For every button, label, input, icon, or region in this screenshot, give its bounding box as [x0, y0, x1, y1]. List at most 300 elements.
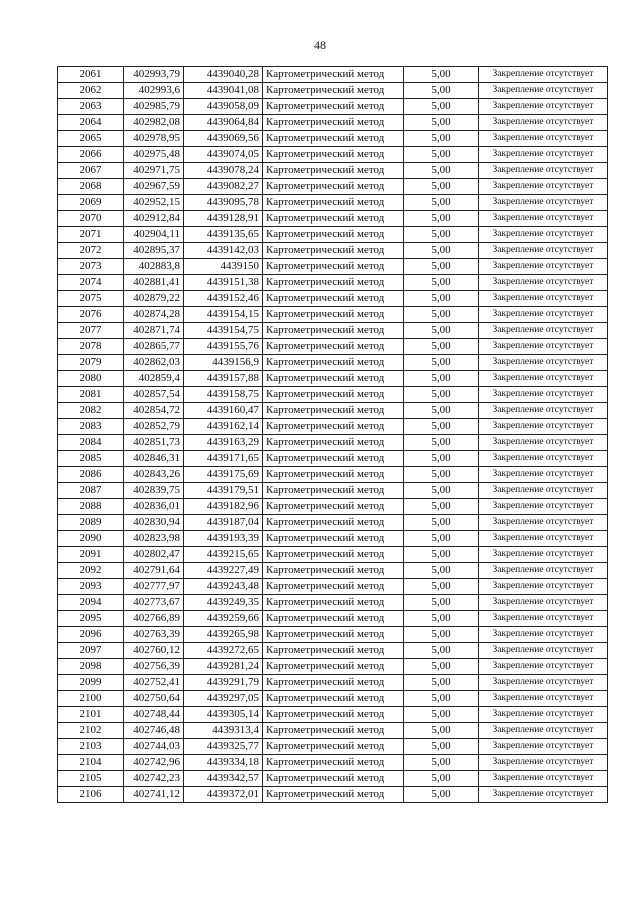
accuracy-cell: 5,00 [404, 291, 479, 307]
point-number-cell: 2075 [58, 291, 124, 307]
table-row [58, 355, 608, 371]
point-number-cell: 2087 [58, 483, 124, 499]
point-number-cell: 2096 [58, 627, 124, 643]
fixing-cell: Закрепление отсутствует [479, 435, 608, 451]
fixing-cell: Закрепление отсутствует [479, 499, 608, 515]
x-coordinate-cell: 402742,96 [124, 755, 184, 771]
point-number-cell: 2080 [58, 371, 124, 387]
method-cell: Картометрический метод [263, 419, 404, 435]
table-row [58, 307, 608, 323]
method-cell: Картометрический метод [263, 387, 404, 403]
fixing-cell: Закрепление отсутствует [479, 707, 608, 723]
accuracy-cell: 5,00 [404, 99, 479, 115]
y-coordinate-cell: 4439157,88 [184, 371, 263, 387]
method-cell: Картометрический метод [263, 179, 404, 195]
method-cell: Картометрический метод [263, 195, 404, 211]
accuracy-cell: 5,00 [404, 499, 479, 515]
x-coordinate-cell: 402846,31 [124, 451, 184, 467]
y-coordinate-cell: 4439372,01 [184, 787, 263, 803]
fixing-cell: Закрепление отсутствует [479, 627, 608, 643]
x-coordinate-cell: 402865,77 [124, 339, 184, 355]
table-row [58, 467, 608, 483]
table-row [58, 435, 608, 451]
method-cell: Картометрический метод [263, 483, 404, 499]
x-coordinate-cell: 402744,03 [124, 739, 184, 755]
point-number-cell: 2062 [58, 83, 124, 99]
method-cell: Картометрический метод [263, 211, 404, 227]
x-coordinate-cell: 402802,47 [124, 547, 184, 563]
accuracy-cell: 5,00 [404, 787, 479, 803]
y-coordinate-cell: 4439142,03 [184, 243, 263, 259]
table-row [58, 579, 608, 595]
method-cell: Картометрический метод [263, 291, 404, 307]
point-number-cell: 2100 [58, 691, 124, 707]
table-row [58, 323, 608, 339]
x-coordinate-cell: 402752,41 [124, 675, 184, 691]
fixing-cell: Закрепление отсутствует [479, 131, 608, 147]
y-coordinate-cell: 4439182,96 [184, 499, 263, 515]
fixing-cell: Закрепление отсутствует [479, 227, 608, 243]
fixing-cell: Закрепление отсутствует [479, 579, 608, 595]
fixing-cell: Закрепление отсутствует [479, 467, 608, 483]
accuracy-cell: 5,00 [404, 435, 479, 451]
accuracy-cell: 5,00 [404, 739, 479, 755]
x-coordinate-cell: 402741,12 [124, 787, 184, 803]
point-number-cell: 2098 [58, 659, 124, 675]
method-cell: Картометрический метод [263, 691, 404, 707]
y-coordinate-cell: 4439074,05 [184, 147, 263, 163]
accuracy-cell: 5,00 [404, 387, 479, 403]
x-coordinate-cell: 402975,48 [124, 147, 184, 163]
method-cell: Картометрический метод [263, 787, 404, 803]
y-coordinate-cell: 4439041,08 [184, 83, 263, 99]
y-coordinate-cell: 4439243,48 [184, 579, 263, 595]
y-coordinate-cell: 4439187,04 [184, 515, 263, 531]
accuracy-cell: 5,00 [404, 563, 479, 579]
x-coordinate-cell: 402766,89 [124, 611, 184, 627]
y-coordinate-cell: 4439158,75 [184, 387, 263, 403]
point-number-cell: 2073 [58, 259, 124, 275]
x-coordinate-cell: 402777,97 [124, 579, 184, 595]
point-number-cell: 2079 [58, 355, 124, 371]
fixing-cell: Закрепление отсутствует [479, 115, 608, 131]
point-number-cell: 2069 [58, 195, 124, 211]
x-coordinate-cell: 402993,6 [124, 83, 184, 99]
accuracy-cell: 5,00 [404, 275, 479, 291]
method-cell: Картометрический метод [263, 243, 404, 259]
accuracy-cell: 5,00 [404, 403, 479, 419]
y-coordinate-cell: 4439058,09 [184, 99, 263, 115]
accuracy-cell: 5,00 [404, 339, 479, 355]
table-row [58, 787, 608, 803]
table-row [58, 643, 608, 659]
table-row [58, 707, 608, 723]
fixing-cell: Закрепление отсутствует [479, 483, 608, 499]
fixing-cell: Закрепление отсутствует [479, 195, 608, 211]
accuracy-cell: 5,00 [404, 323, 479, 339]
accuracy-cell: 5,00 [404, 627, 479, 643]
y-coordinate-cell: 4439281,24 [184, 659, 263, 675]
y-coordinate-cell: 4439291,79 [184, 675, 263, 691]
fixing-cell: Закрепление отсутствует [479, 723, 608, 739]
table-row [58, 67, 608, 83]
method-cell: Картометрический метод [263, 755, 404, 771]
point-number-cell: 2065 [58, 131, 124, 147]
accuracy-cell: 5,00 [404, 451, 479, 467]
table-row [58, 563, 608, 579]
y-coordinate-cell: 4439155,76 [184, 339, 263, 355]
point-number-cell: 2085 [58, 451, 124, 467]
table-row [58, 259, 608, 275]
y-coordinate-cell: 4439095,78 [184, 195, 263, 211]
table-row [58, 291, 608, 307]
y-coordinate-cell: 4439227,49 [184, 563, 263, 579]
point-number-cell: 2095 [58, 611, 124, 627]
y-coordinate-cell: 4439069,56 [184, 131, 263, 147]
accuracy-cell: 5,00 [404, 355, 479, 371]
accuracy-cell: 5,00 [404, 531, 479, 547]
x-coordinate-cell: 402904,11 [124, 227, 184, 243]
table-row [58, 595, 608, 611]
method-cell: Картометрический метод [263, 499, 404, 515]
table-row [58, 163, 608, 179]
point-number-cell: 2102 [58, 723, 124, 739]
method-cell: Картометрический метод [263, 659, 404, 675]
method-cell: Картометрический метод [263, 323, 404, 339]
x-coordinate-cell: 402993,79 [124, 67, 184, 83]
point-number-cell: 2066 [58, 147, 124, 163]
method-cell: Картометрический метод [263, 275, 404, 291]
x-coordinate-cell: 402746,48 [124, 723, 184, 739]
method-cell: Картометрический метод [263, 83, 404, 99]
y-coordinate-cell: 4439128,91 [184, 211, 263, 227]
x-coordinate-cell: 402881,41 [124, 275, 184, 291]
x-coordinate-cell: 402763,39 [124, 627, 184, 643]
x-coordinate-cell: 402967,59 [124, 179, 184, 195]
x-coordinate-cell: 402862,03 [124, 355, 184, 371]
table-row [58, 179, 608, 195]
fixing-cell: Закрепление отсутствует [479, 211, 608, 227]
y-coordinate-cell: 4439150 [184, 259, 263, 275]
x-coordinate-cell: 402843,26 [124, 467, 184, 483]
accuracy-cell: 5,00 [404, 83, 479, 99]
x-coordinate-cell: 402985,79 [124, 99, 184, 115]
point-number-cell: 2061 [58, 67, 124, 83]
y-coordinate-cell: 4439265,98 [184, 627, 263, 643]
method-cell: Картометрический метод [263, 515, 404, 531]
table-row [58, 531, 608, 547]
table-row [58, 419, 608, 435]
accuracy-cell: 5,00 [404, 227, 479, 243]
y-coordinate-cell: 4439135,65 [184, 227, 263, 243]
method-cell: Картометрический метод [263, 147, 404, 163]
fixing-cell: Закрепление отсутствует [479, 691, 608, 707]
table-row [58, 131, 608, 147]
point-number-cell: 2076 [58, 307, 124, 323]
point-number-cell: 2084 [58, 435, 124, 451]
point-number-cell: 2089 [58, 515, 124, 531]
y-coordinate-cell: 4439193,39 [184, 531, 263, 547]
point-number-cell: 2078 [58, 339, 124, 355]
point-number-cell: 2101 [58, 707, 124, 723]
method-cell: Картометрический метод [263, 227, 404, 243]
method-cell: Картометрический метод [263, 531, 404, 547]
method-cell: Картометрический метод [263, 99, 404, 115]
y-coordinate-cell: 4439152,46 [184, 291, 263, 307]
fixing-cell: Закрепление отсутствует [479, 83, 608, 99]
fixing-cell: Закрепление отсутствует [479, 179, 608, 195]
table-row [58, 147, 608, 163]
fixing-cell: Закрепление отсутствует [479, 403, 608, 419]
x-coordinate-cell: 402912,84 [124, 211, 184, 227]
coordinates-table-body [58, 67, 608, 803]
fixing-cell: Закрепление отсутствует [479, 451, 608, 467]
fixing-cell: Закрепление отсутствует [479, 387, 608, 403]
y-coordinate-cell: 4439305,14 [184, 707, 263, 723]
table-row [58, 771, 608, 787]
x-coordinate-cell: 402883,8 [124, 259, 184, 275]
y-coordinate-cell: 4439179,51 [184, 483, 263, 499]
method-cell: Картометрический метод [263, 707, 404, 723]
fixing-cell: Закрепление отсутствует [479, 371, 608, 387]
x-coordinate-cell: 402982,08 [124, 115, 184, 131]
x-coordinate-cell: 402830,94 [124, 515, 184, 531]
fixing-cell: Закрепление отсутствует [479, 547, 608, 563]
x-coordinate-cell: 402823,98 [124, 531, 184, 547]
y-coordinate-cell: 4439175,69 [184, 467, 263, 483]
method-cell: Картометрический метод [263, 739, 404, 755]
table-row [58, 483, 608, 499]
fixing-cell: Закрепление отсутствует [479, 755, 608, 771]
y-coordinate-cell: 4439259,66 [184, 611, 263, 627]
table-row [58, 451, 608, 467]
fixing-cell: Закрепление отсутствует [479, 739, 608, 755]
x-coordinate-cell: 402971,75 [124, 163, 184, 179]
x-coordinate-cell: 402836,01 [124, 499, 184, 515]
table-row [58, 627, 608, 643]
fixing-cell: Закрепление отсутствует [479, 243, 608, 259]
method-cell: Картометрический метод [263, 163, 404, 179]
table-row [58, 115, 608, 131]
point-number-cell: 2081 [58, 387, 124, 403]
method-cell: Картометрический метод [263, 355, 404, 371]
table-row [58, 403, 608, 419]
method-cell: Картометрический метод [263, 611, 404, 627]
y-coordinate-cell: 4439078,24 [184, 163, 263, 179]
table-row [58, 691, 608, 707]
table-row [58, 499, 608, 515]
fixing-cell: Закрепление отсутствует [479, 611, 608, 627]
method-cell: Картометрический метод [263, 403, 404, 419]
point-number-cell: 2067 [58, 163, 124, 179]
accuracy-cell: 5,00 [404, 579, 479, 595]
accuracy-cell: 5,00 [404, 659, 479, 675]
y-coordinate-cell: 4439313,4 [184, 723, 263, 739]
x-coordinate-cell: 402879,22 [124, 291, 184, 307]
table-row [58, 515, 608, 531]
y-coordinate-cell: 4439171,65 [184, 451, 263, 467]
fixing-cell: Закрепление отсутствует [479, 563, 608, 579]
accuracy-cell: 5,00 [404, 147, 479, 163]
fixing-cell: Закрепление отсутствует [479, 307, 608, 323]
table-row [58, 195, 608, 211]
fixing-cell: Закрепление отсутствует [479, 67, 608, 83]
y-coordinate-cell: 4439156,9 [184, 355, 263, 371]
x-coordinate-cell: 402750,64 [124, 691, 184, 707]
table-row [58, 755, 608, 771]
table-row [58, 723, 608, 739]
fixing-cell: Закрепление отсутствует [479, 659, 608, 675]
point-number-cell: 2103 [58, 739, 124, 755]
table-row [58, 371, 608, 387]
accuracy-cell: 5,00 [404, 211, 479, 227]
method-cell: Картометрический метод [263, 467, 404, 483]
method-cell: Картометрический метод [263, 771, 404, 787]
point-number-cell: 2106 [58, 787, 124, 803]
x-coordinate-cell: 402760,12 [124, 643, 184, 659]
point-number-cell: 2068 [58, 179, 124, 195]
accuracy-cell: 5,00 [404, 675, 479, 691]
fixing-cell: Закрепление отсутствует [479, 643, 608, 659]
x-coordinate-cell: 402839,75 [124, 483, 184, 499]
x-coordinate-cell: 402791,64 [124, 563, 184, 579]
method-cell: Картометрический метод [263, 371, 404, 387]
point-number-cell: 2092 [58, 563, 124, 579]
fixing-cell: Закрепление отсутствует [479, 99, 608, 115]
table-row [58, 387, 608, 403]
point-number-cell: 2099 [58, 675, 124, 691]
method-cell: Картометрический метод [263, 563, 404, 579]
page-number: 48 [314, 38, 326, 52]
point-number-cell: 2070 [58, 211, 124, 227]
accuracy-cell: 5,00 [404, 755, 479, 771]
point-number-cell: 2097 [58, 643, 124, 659]
x-coordinate-cell: 402851,73 [124, 435, 184, 451]
fixing-cell: Закрепление отсутствует [479, 419, 608, 435]
fixing-cell: Закрепление отсутствует [479, 275, 608, 291]
point-number-cell: 2088 [58, 499, 124, 515]
point-number-cell: 2093 [58, 579, 124, 595]
point-number-cell: 2077 [58, 323, 124, 339]
y-coordinate-cell: 4439215,65 [184, 547, 263, 563]
point-number-cell: 2072 [58, 243, 124, 259]
y-coordinate-cell: 4439154,75 [184, 323, 263, 339]
coordinates-table [57, 66, 608, 803]
y-coordinate-cell: 4439342,57 [184, 771, 263, 787]
x-coordinate-cell: 402748,44 [124, 707, 184, 723]
method-cell: Картометрический метод [263, 451, 404, 467]
table-row [58, 547, 608, 563]
y-coordinate-cell: 4439249,35 [184, 595, 263, 611]
method-cell: Картометрический метод [263, 307, 404, 323]
method-cell: Картометрический метод [263, 675, 404, 691]
method-cell: Картометрический метод [263, 435, 404, 451]
table-row [58, 211, 608, 227]
y-coordinate-cell: 4439325,77 [184, 739, 263, 755]
fixing-cell: Закрепление отсутствует [479, 323, 608, 339]
y-coordinate-cell: 4439064,84 [184, 115, 263, 131]
point-number-cell: 2091 [58, 547, 124, 563]
y-coordinate-cell: 4439162,14 [184, 419, 263, 435]
accuracy-cell: 5,00 [404, 243, 479, 259]
accuracy-cell: 5,00 [404, 707, 479, 723]
x-coordinate-cell: 402852,79 [124, 419, 184, 435]
method-cell: Картометрический метод [263, 115, 404, 131]
accuracy-cell: 5,00 [404, 611, 479, 627]
point-number-cell: 2064 [58, 115, 124, 131]
method-cell: Картометрический метод [263, 723, 404, 739]
x-coordinate-cell: 402756,39 [124, 659, 184, 675]
y-coordinate-cell: 4439297,05 [184, 691, 263, 707]
method-cell: Картометрический метод [263, 547, 404, 563]
x-coordinate-cell: 402854,72 [124, 403, 184, 419]
table-row [58, 611, 608, 627]
method-cell: Картометрический метод [263, 67, 404, 83]
y-coordinate-cell: 4439154,15 [184, 307, 263, 323]
accuracy-cell: 5,00 [404, 67, 479, 83]
table-row [58, 675, 608, 691]
point-number-cell: 2082 [58, 403, 124, 419]
table-row [58, 83, 608, 99]
table-row [58, 739, 608, 755]
y-coordinate-cell: 4439160,47 [184, 403, 263, 419]
point-number-cell: 2074 [58, 275, 124, 291]
method-cell: Картометрический метод [263, 259, 404, 275]
y-coordinate-cell: 4439040,28 [184, 67, 263, 83]
table-row [58, 339, 608, 355]
y-coordinate-cell: 4439151,38 [184, 275, 263, 291]
accuracy-cell: 5,00 [404, 723, 479, 739]
fixing-cell: Закрепление отсутствует [479, 259, 608, 275]
fixing-cell: Закрепление отсутствует [479, 147, 608, 163]
point-number-cell: 2104 [58, 755, 124, 771]
x-coordinate-cell: 402978,95 [124, 131, 184, 147]
x-coordinate-cell: 402952,15 [124, 195, 184, 211]
y-coordinate-cell: 4439163,29 [184, 435, 263, 451]
y-coordinate-cell: 4439272,65 [184, 643, 263, 659]
fixing-cell: Закрепление отсутствует [479, 163, 608, 179]
accuracy-cell: 5,00 [404, 195, 479, 211]
method-cell: Картометрический метод [263, 627, 404, 643]
x-coordinate-cell: 402871,74 [124, 323, 184, 339]
accuracy-cell: 5,00 [404, 179, 479, 195]
method-cell: Картометрический метод [263, 595, 404, 611]
point-number-cell: 2086 [58, 467, 124, 483]
x-coordinate-cell: 402742,23 [124, 771, 184, 787]
y-coordinate-cell: 4439082,27 [184, 179, 263, 195]
method-cell: Картометрический метод [263, 131, 404, 147]
fixing-cell: Закрепление отсутствует [479, 771, 608, 787]
accuracy-cell: 5,00 [404, 515, 479, 531]
accuracy-cell: 5,00 [404, 419, 479, 435]
accuracy-cell: 5,00 [404, 163, 479, 179]
fixing-cell: Закрепление отсутствует [479, 675, 608, 691]
accuracy-cell: 5,00 [404, 131, 479, 147]
point-number-cell: 2094 [58, 595, 124, 611]
accuracy-cell: 5,00 [404, 307, 479, 323]
accuracy-cell: 5,00 [404, 483, 479, 499]
accuracy-cell: 5,00 [404, 771, 479, 787]
accuracy-cell: 5,00 [404, 595, 479, 611]
accuracy-cell: 5,00 [404, 115, 479, 131]
x-coordinate-cell: 402859,4 [124, 371, 184, 387]
x-coordinate-cell: 402857,54 [124, 387, 184, 403]
point-number-cell: 2063 [58, 99, 124, 115]
fixing-cell: Закрепление отсутствует [479, 787, 608, 803]
y-coordinate-cell: 4439334,18 [184, 755, 263, 771]
table-row [58, 243, 608, 259]
fixing-cell: Закрепление отсутствует [479, 291, 608, 307]
